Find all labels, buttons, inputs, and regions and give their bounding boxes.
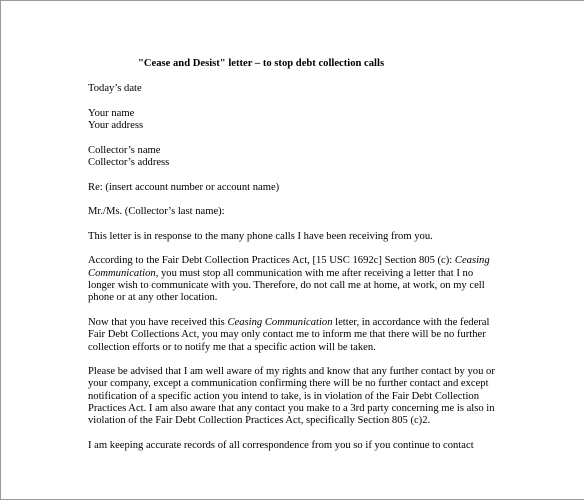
text-run: letter, in accordance with the federal <box>332 316 490 328</box>
text-run: According to the Fair Debt Collection Practices Act, [15 USC 1692c] Section 805 (c): <box>88 255 455 267</box>
paragraph-line: Fair Debt Collections Act, you may only contact me to inform me that there will be no further <box>88 329 486 341</box>
recipient-block <box>88 145 508 170</box>
paragraph-line <box>88 268 508 280</box>
text-run: , you must stop all communication with me after receiving a letter that I no <box>155 267 474 279</box>
italic-text-run: Ceasing Communication <box>227 316 333 328</box>
italic-text-run: Communication <box>88 267 156 279</box>
paragraph-5 <box>88 440 508 452</box>
sender-name: Your name <box>88 107 135 119</box>
letter-date: Today’s date <box>88 83 142 95</box>
paragraph-line: your company, except a communication confirming there will be no further contact and except <box>88 378 489 390</box>
paragraph-line: Practices Act. I am also aware that any contact you make to a 3rd party concerning me is also in <box>88 403 495 415</box>
paragraph-line: violation of the Fair Debt Collection Practices Act, specifically Section 805 (c)2. <box>88 415 431 427</box>
paragraph-line <box>88 255 508 267</box>
recipient-name: Collector’s name <box>88 144 161 156</box>
sender-block <box>88 108 508 133</box>
paragraph-4 <box>88 366 508 427</box>
text-run: Now that you have received this <box>88 316 228 328</box>
paragraph-line: Please be advised that I am well aware of my rights and know that any further contact by you or <box>88 366 495 378</box>
sender-address: Your address <box>88 120 144 132</box>
paragraph-2 <box>88 255 508 304</box>
paragraph-line: longer wish to communicate with you. Therefore, do not call me at home, at work, on my cell <box>88 280 485 292</box>
paragraph-line: collection efforts or to notify me that a specific action will be taken. <box>88 341 376 353</box>
paragraph-line: I am keeping accurate records of all correspondence from you so if you continue to contact <box>88 439 474 451</box>
paragraph-line: This letter is in response to the many phone calls I have been receiving from you. <box>88 230 433 242</box>
italic-text-run: Ceasing <box>454 255 490 267</box>
salutation: Mr./Ms. (Collector’s last name): <box>88 206 225 218</box>
paragraph-line: notification of a specific action you intend to take, is in violation of the Fair Debt Collection <box>88 390 479 402</box>
recipient-address: Collector’s address <box>88 157 170 169</box>
paragraph-line <box>88 317 508 329</box>
letter-title: "Cease and Desist" letter – to stop debt collection calls <box>138 58 385 69</box>
paragraph-line: phone or at any other location. <box>88 292 218 304</box>
paragraph-3 <box>88 317 508 354</box>
paragraph-1 <box>88 231 508 243</box>
letter-body <box>88 58 508 452</box>
re-line: Re: (insert account number or account name) <box>88 181 280 193</box>
